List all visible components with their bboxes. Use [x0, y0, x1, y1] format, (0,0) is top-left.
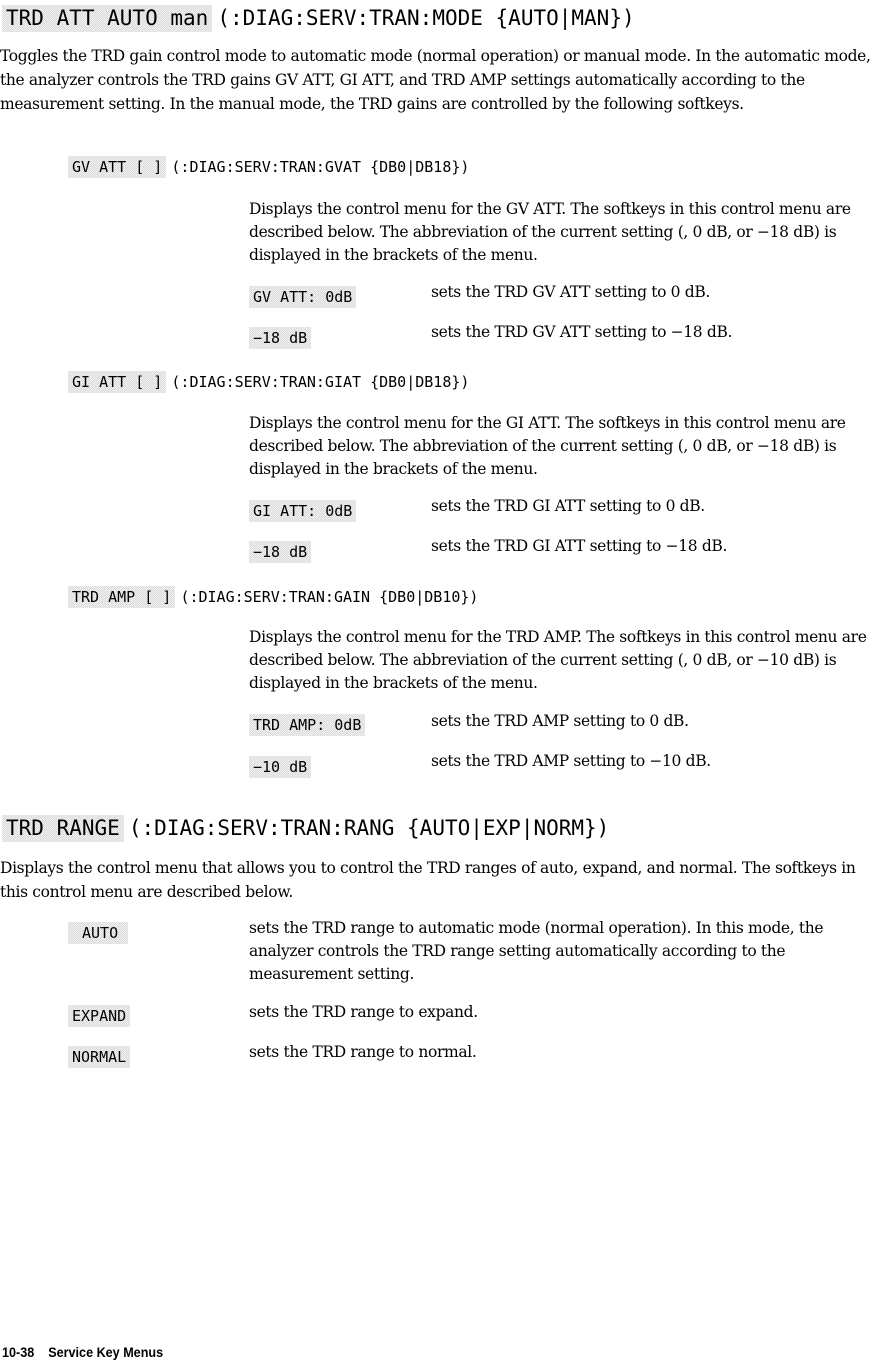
trd-amp-0db-text: sets the TRD AMP setting to 0 dB. — [431, 712, 689, 730]
trd-att-auto-softkey[interactable]: TRD ATT AUTO man — [2, 5, 212, 32]
gi-att-0db-row — [249, 500, 356, 522]
trd-range-normal-text: sets the TRD range to normal. — [249, 1043, 477, 1061]
gv-att-heading — [68, 156, 469, 178]
gi-att-minus18db-softkey[interactable]: −18 dB — [249, 541, 311, 563]
gv-att-minus18db-softkey[interactable]: −18 dB — [249, 327, 311, 349]
trd-amp-heading — [68, 586, 478, 608]
gv-att-0db-softkey[interactable]: GV ATT: 0dB — [249, 286, 356, 308]
trd-range-auto-row — [68, 922, 128, 944]
footer-section-title: Service Key Menus — [48, 1344, 164, 1360]
trd-range-normal-softkey[interactable]: NORMAL — [68, 1046, 130, 1068]
trd-range-normal-row — [68, 1046, 130, 1068]
trd-range-expand-row — [68, 1005, 130, 1027]
gv-att-command: (:DIAG:SERV:TRAN:GVAT {DB0|DB18}) — [171, 158, 470, 176]
gi-att-0db-softkey[interactable]: GI ATT: 0dB — [249, 500, 356, 522]
gv-att-0db-text: sets the TRD GV ATT setting to 0 dB. — [431, 283, 710, 301]
trd-amp-command: (:DIAG:SERV:TRAN:GAIN {DB0|DB10}) — [180, 588, 479, 606]
trd-range-auto-text: sets the TRD range to automatic mode (normal operation). In this mode, the analyzer controls the TRD range setting automatically according to the measurement setting. — [249, 919, 824, 983]
trd-amp-10db-row — [249, 756, 311, 778]
trd-range-expand-text: sets the TRD range to expand. — [249, 1003, 478, 1021]
gi-att-18db-row — [249, 541, 311, 563]
trd-range-auto-softkey[interactable]: AUTO — [68, 922, 128, 944]
trd-att-auto-description: Toggles the TRD gain control mode to automatic mode (normal operation) or manual mode. In the automatic mode, the analyzer controls the TRD gains GV ATT, GI ATT, and TRD AMP settings automatically according to the measurement setting. In the manual mode, the TRD gains are controlled by the following softkeys. — [0, 47, 871, 113]
trd-amp-description: Displays the control menu for the TRD AMP. The softkeys in this control menu are described below. The abbreviation of the current setting (, 0 dB, or −10 dB) is displayed in the brackets of the menu. — [249, 628, 867, 692]
trd-amp-minus10db-softkey[interactable]: −10 dB — [249, 756, 311, 778]
gi-att-minus18db-text: sets the TRD GI ATT setting to −18 dB. — [431, 537, 728, 555]
trd-amp-softkey[interactable]: TRD AMP [ ] — [68, 586, 175, 608]
page-number: 10-38 — [2, 1344, 35, 1360]
trd-amp-minus10db-text: sets the TRD AMP setting to −10 dB. — [431, 752, 711, 770]
gv-att-0db-row — [249, 286, 356, 308]
gi-att-softkey[interactable]: GI ATT [ ] — [68, 371, 166, 393]
gv-att-softkey[interactable]: GV ATT [ ] — [68, 156, 166, 178]
gi-att-description: Displays the control menu for the GI ATT. The softkeys in this control menu are described below. The abbreviation of the current setting (, 0 dB, or −18 dB) is displayed in the brackets of the menu. — [249, 414, 846, 478]
gv-att-description: Displays the control menu for the GV ATT. The softkeys in this control menu are described below. The abbreviation of the current setting (, 0 dB, or −18 dB) is displayed in the brackets of the menu. — [249, 200, 851, 264]
trd-range-softkey[interactable]: TRD RANGE — [2, 815, 124, 842]
trd-range-expand-softkey[interactable]: EXPAND — [68, 1005, 130, 1027]
trd-range-description: Displays the control menu that allows you to control the TRD ranges of auto, expand, and normal. The softkeys in this control menu are described below. — [0, 859, 856, 901]
gi-att-0db-text: sets the TRD GI ATT setting to 0 dB. — [431, 497, 705, 515]
page-footer — [2, 1344, 163, 1360]
trd-range-command: (:DIAG:SERV:TRAN:RANG {AUTO|EXP|NORM}) — [128, 816, 610, 840]
trd-amp-0db-softkey[interactable]: TRD AMP: 0dB — [249, 714, 365, 736]
gi-att-command: (:DIAG:SERV:TRAN:GIAT {DB0|DB18}) — [171, 373, 470, 391]
gv-att-18db-row — [249, 327, 311, 349]
trd-att-auto-heading — [2, 5, 635, 32]
gi-att-heading — [68, 371, 469, 393]
trd-att-auto-command: (:DIAG:SERV:TRAN:MODE {AUTO|MAN}) — [217, 6, 635, 30]
trd-amp-0db-row — [249, 714, 365, 736]
gv-att-minus18db-text: sets the TRD GV ATT setting to −18 dB. — [431, 323, 733, 341]
trd-range-heading — [2, 815, 609, 842]
